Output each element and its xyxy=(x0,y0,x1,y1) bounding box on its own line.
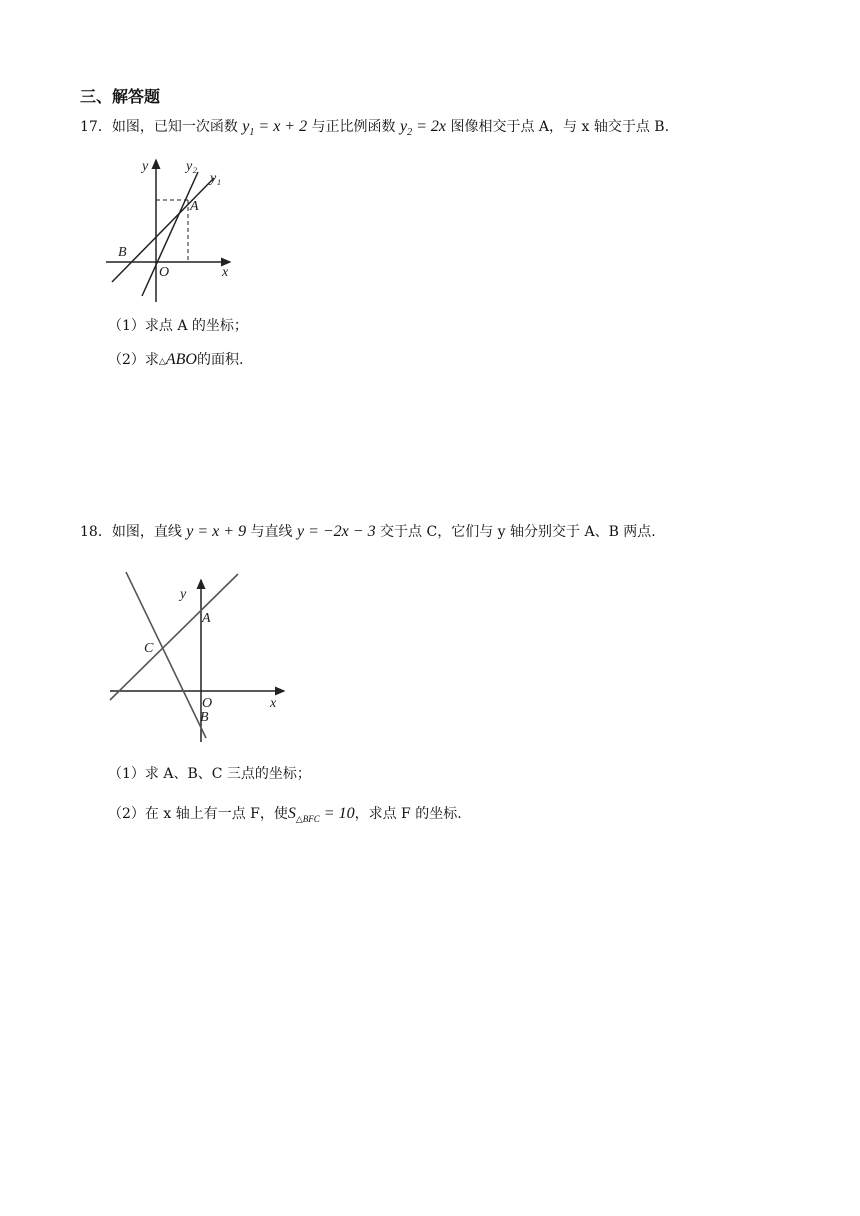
q17-label-y2: y₂ xyxy=(186,159,198,174)
q17-text-a: 如图，已知一次函数 xyxy=(111,119,238,135)
q18-text-a: 如图，直线 xyxy=(111,524,182,540)
q18-line-1 xyxy=(110,574,238,700)
q18-text-b: 与直线 xyxy=(250,524,293,540)
q18-number: 18． xyxy=(80,524,112,540)
q17-text-b: 与正比例函数 xyxy=(311,119,396,135)
q18-label-x: x xyxy=(270,696,277,711)
q18-label-O: O xyxy=(202,696,213,711)
q18-label-y: y xyxy=(180,587,187,602)
q18-part2: （2）在 x 轴上有一点 F，使$S_{\triangle BFC} = 10$，求点 F 的坐标. xyxy=(108,805,462,824)
q17-part2: （2）求△ABO的面积. xyxy=(108,351,244,368)
q17-label-A: A xyxy=(190,199,199,214)
q18-label-A: A xyxy=(202,611,211,626)
q18-figure xyxy=(100,566,300,746)
q18-text-c: 交于点 C，它们与 y 轴分别交于 A、B 两点. xyxy=(380,524,656,540)
q17-part1: （1）求点 A 的坐标； xyxy=(108,318,248,334)
q17-figure xyxy=(100,150,250,305)
q18-eq1: y = x + 9 xyxy=(186,523,247,540)
q18-label-B: B xyxy=(200,710,209,725)
q17-line-y2 xyxy=(142,172,198,296)
q17-label-y1: y₁ xyxy=(210,171,222,186)
q18-part1: （1）求 A、B、C 三点的坐标； xyxy=(108,766,311,782)
q17-number: 17． xyxy=(80,119,112,135)
q17-label-y: y xyxy=(142,159,149,174)
q18-statement xyxy=(80,522,656,542)
q18-line-2 xyxy=(126,572,206,738)
q17-eq-y2: $y_2 = 2x$ xyxy=(400,118,447,139)
q17-label-x: x xyxy=(222,265,229,280)
q17-label-B: B xyxy=(118,245,127,260)
q18-label-C: C xyxy=(144,641,154,656)
q17-statement xyxy=(80,117,669,143)
section-title: 三、解答题 xyxy=(80,87,161,106)
q17-eq-y1: $y_1 = x + 2$ xyxy=(242,118,308,139)
q18-eq2: y = −2x − 3 xyxy=(296,523,376,540)
q17-text-c: 图像相交于点 A，与 x 轴交于点 B. xyxy=(450,119,670,135)
q17-label-O: O xyxy=(159,265,170,280)
